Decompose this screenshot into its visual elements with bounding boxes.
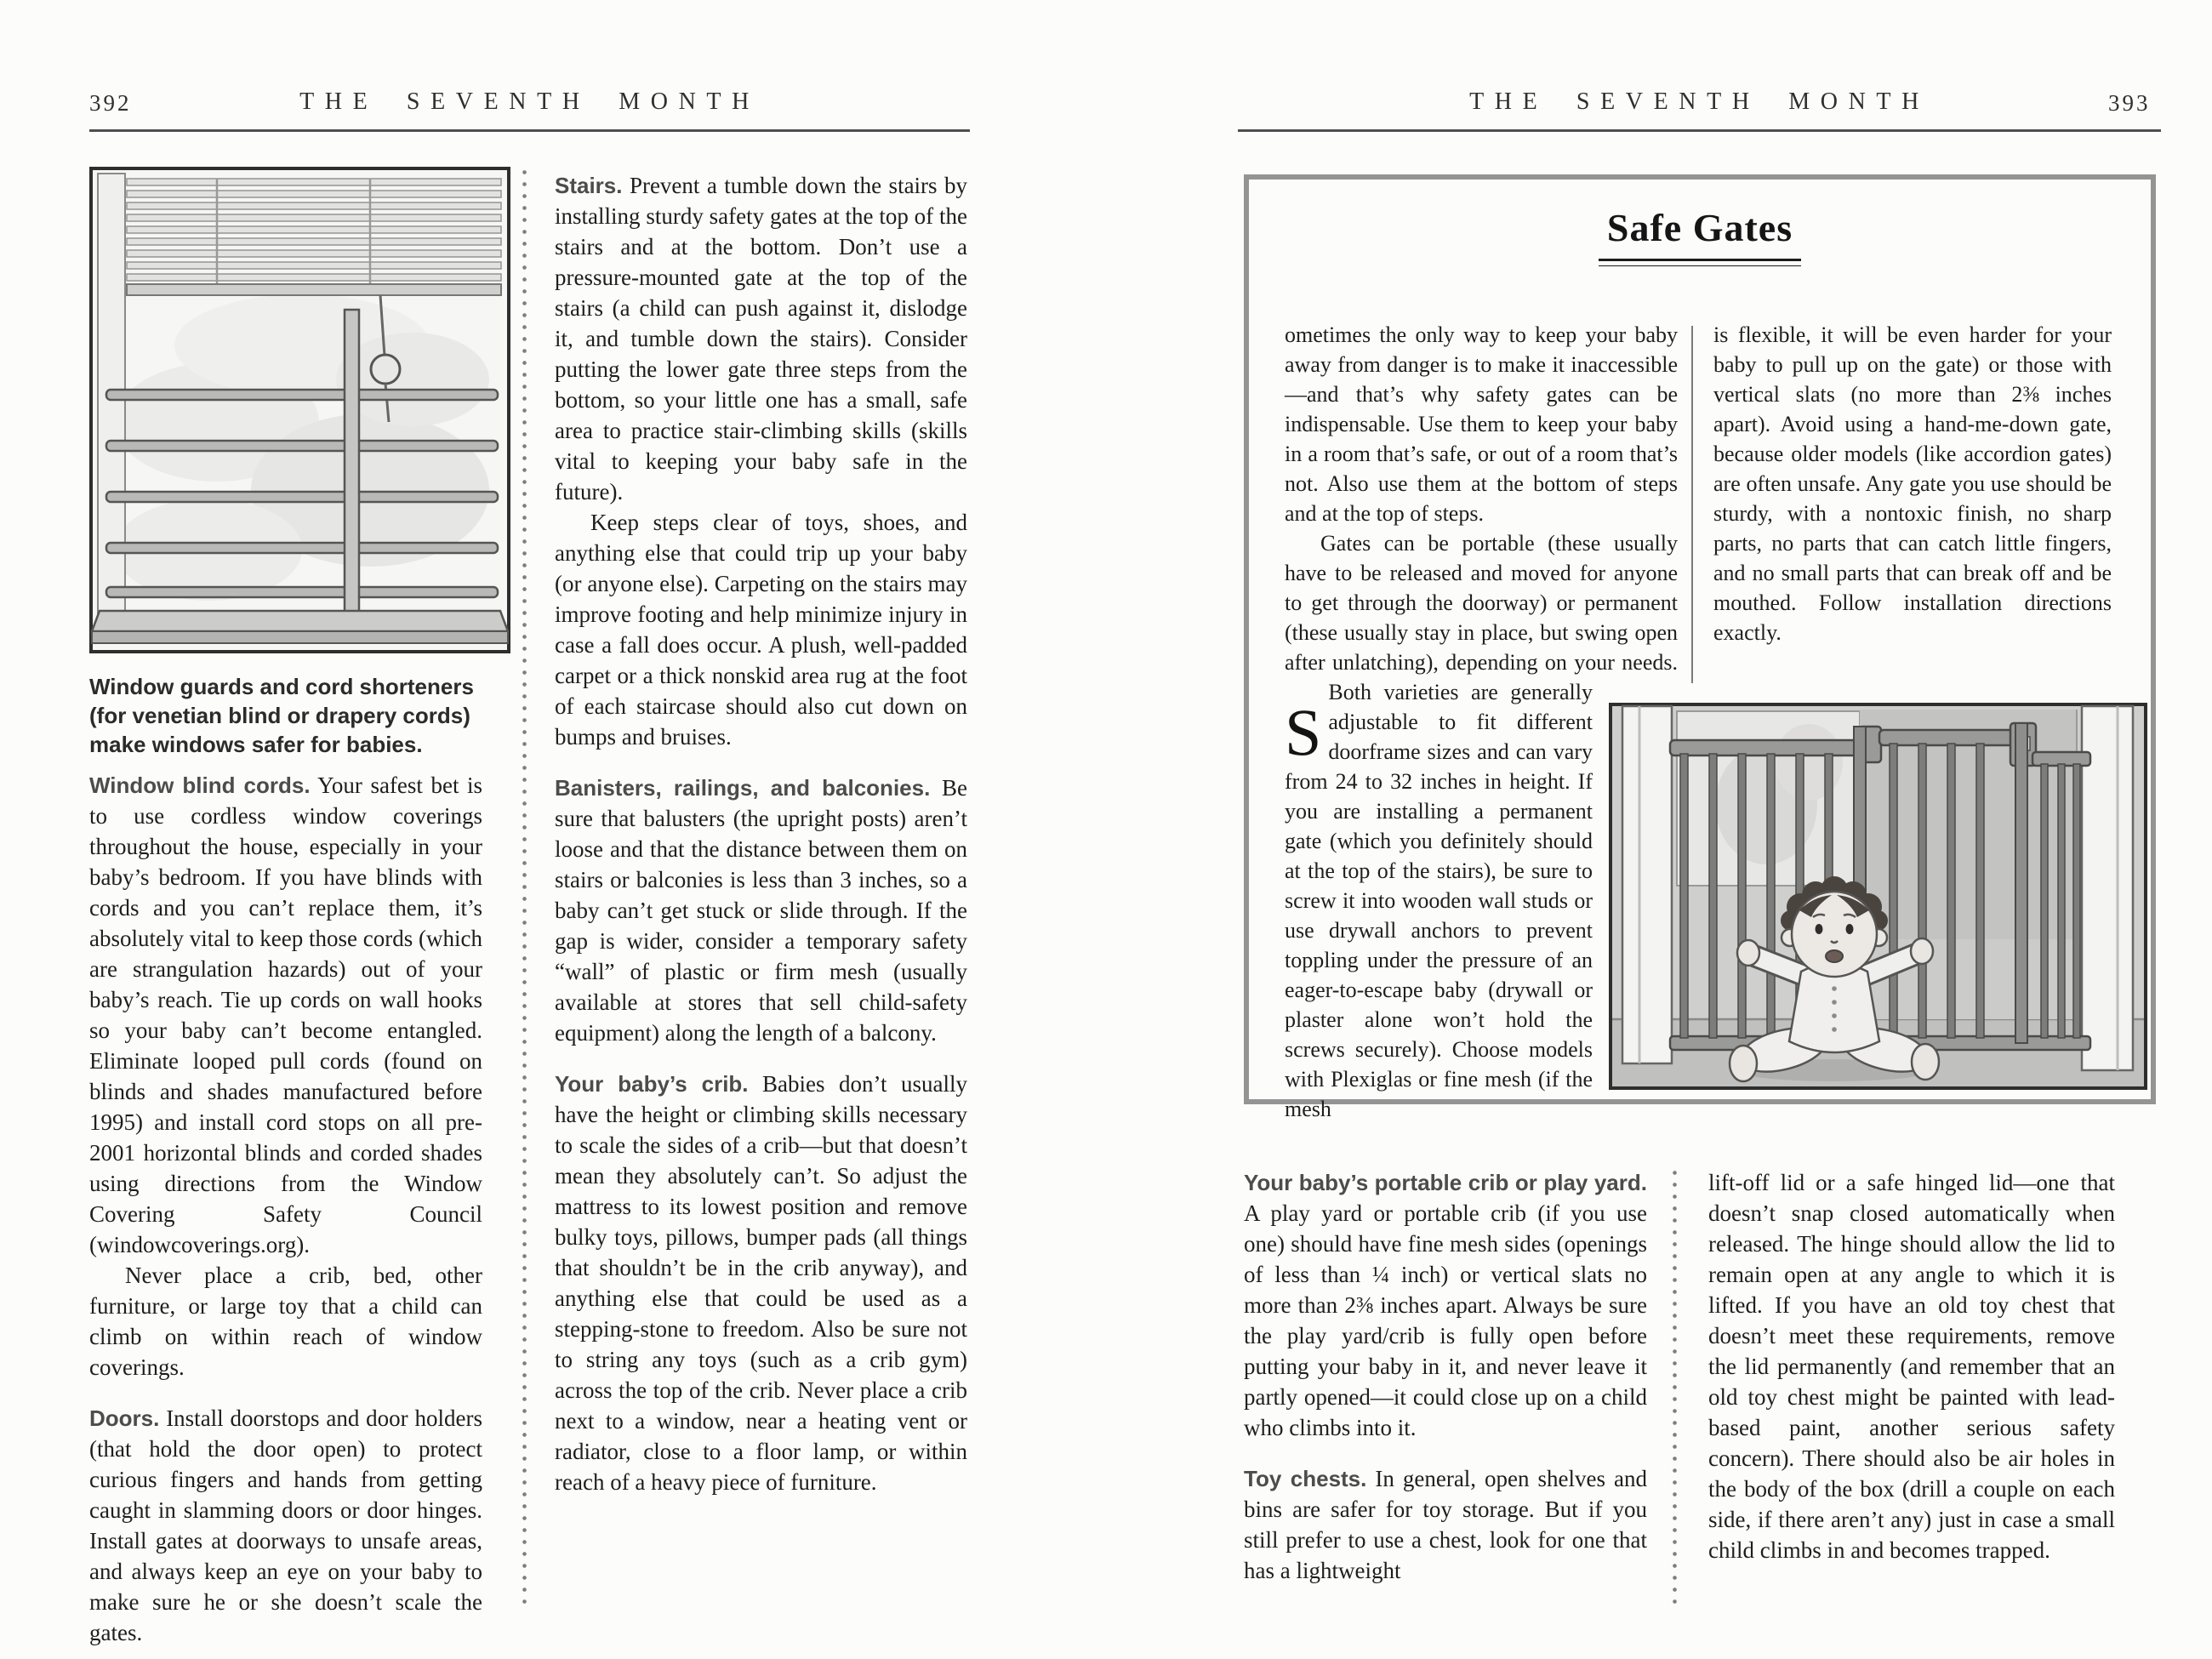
box-title: Safe Gates xyxy=(1606,206,1793,249)
header-rule-right xyxy=(1238,129,2161,132)
section-paragraph: Never place a crib, bed, other furniture, or large toy that a child can climb on within reach of window coverings. xyxy=(89,1263,482,1380)
window-guard-illustration xyxy=(89,167,510,653)
box-column-2 xyxy=(1713,320,2112,647)
box-title-rule xyxy=(1599,259,1801,266)
page-number-left: 392 xyxy=(89,90,132,116)
left-page-column-1 xyxy=(89,770,482,1648)
illustration-caption: Window guards and cord shorteners (for venetian blind or drapery cords) make windows safer for babies. xyxy=(89,674,474,757)
continuation-paragraph: lift-off lid or a safe hinged lid—one that doesn’t snap closed automatically when released. The hinge should allow the lid to remain open at any angle to which it is lifted. If you have an old toy chest that doesn’t meet these requirements, remove the lid permanently (and remember that an old toy chest might be painted with lead-based paint, another serious safety concern). There should also be air holes in the body of the box (drill a couple on each side, if there aren’t any) just in case a small child climbs in and becomes trapped. xyxy=(1708,1170,2115,1563)
section-babys-crib xyxy=(555,1069,967,1497)
box-paragraph: is flexible, it will be even harder for your baby to pull up on the gate) or those with vertical slats (no more than 2⅜ inches apart). Avoid using a hand-me-down gate, because older models (like accordion gates) are often unsafe. Any gate you use should be sturdy, with a nontoxic finish, no sharp parts, no parts that can catch little fingers, and no small parts that can break off and be mouthed. Follow installation directions exactly. xyxy=(1713,322,2112,645)
section-toy-chests xyxy=(1244,1463,1647,1586)
safe-gates-box xyxy=(1244,174,2156,1121)
right-page-column-2 xyxy=(1708,1167,2115,1565)
window-blinds-and-guard-drawing xyxy=(89,167,510,653)
safety-gate-illustration xyxy=(1609,703,2147,1090)
section-stairs xyxy=(555,170,967,752)
section-portable-crib xyxy=(1244,1167,1647,1443)
section-text: Babies don’t usually have the height or climbing skills necessary to scale the sides of a crib—but that doesn’t mean they absolutely can’t. So adjust the mattress to its lowest position and remove bulky toys, pillows, bumper pads (all things that shouldn’t be in the crib anyway), and anything else that could be used as a stepping-stone to freedom. Also be sure not to string any toys (such as a crib gym) across the top of the crib. Never place a crib next to a window, near a heating vent or radiator, close to a floor lamp, or within reach of a heavy piece of furniture. xyxy=(555,1071,968,1495)
baby-at-safety-gate-drawing xyxy=(1609,703,2147,1090)
section-lead: Banisters, railings, and balconies. xyxy=(555,775,931,801)
section-text: Install doorstops and door holders (that hold the door open) to protect curious fingers and hands from getting caught in slamming doors or door hinges. Install gates at doorways to unsafe areas, and always keep an eye on your baby to make sure he or she doesn’t scale the gates. xyxy=(89,1405,483,1645)
running-head-left: THE SEVENTH MONTH xyxy=(299,88,760,115)
section-lead: Toy chests. xyxy=(1244,1466,1367,1491)
section-window-blind-cords xyxy=(89,770,482,1382)
section-banisters xyxy=(555,772,967,1048)
section-text: Prevent a tumble down the stairs by installing sturdy safety gates at the top of the stairs and at the bottom. Don’t use a pressure-mounted gate at the top of the stairs (a child can push against it, dislodge it, and tumble down the stairs). Consider putting the lower gate three steps from the bottom, so your little one has a small, safe area to practice stair-climbing skills (skills vital to keeping your baby safe in the future). xyxy=(555,173,967,505)
section-lead: Your baby’s portable crib or play yard. xyxy=(1244,1170,1647,1195)
box-paragraph: ometimes the only way to keep your baby away from danger is to make it inaccessible—and that’s why safety gates can be indispensable. Use them to keep your baby in a room that’s safe, or out of a room that’s not. Also use them at the bottom of steps and at the top of steps. xyxy=(1285,322,1678,526)
section-lead: Your baby’s crib. xyxy=(555,1071,749,1097)
column-divider-right-page xyxy=(1673,1171,1677,1610)
section-doors xyxy=(89,1403,482,1648)
left-page-column-2 xyxy=(555,170,967,1497)
column-divider-left-page xyxy=(522,170,527,1610)
page-number-right: 393 xyxy=(2108,90,2151,116)
section-lead: Stairs. xyxy=(555,173,623,198)
drop-cap: S xyxy=(1285,695,1322,769)
box-paragraph: Gates can be portable (these usually have to be released and moved for anyone to get through the doorway) or permanent (these usually stay in place, but swing open after unlatching), depending on your needs. Both varieties are generally adjustable to fit different doorframe sizes and can vary from 24 to 32 inches in height. If you are installing a permanent gate (which you definitely should at the top of the stairs), be sure to screw it into wooden wall studs or use drywall anchors to prevent toppling under the pressure of an eager-to-escape baby (drywall or plaster alone won’t hold the screws securely). Choose models with Plexiglas or fine mesh (if the mesh xyxy=(1285,531,1678,1121)
section-lead: Window blind cords. xyxy=(89,772,311,798)
header-rule-left xyxy=(89,129,970,132)
right-page-column-1 xyxy=(1244,1167,1647,1586)
section-text: Be sure that balusters (the upright posts) aren’t loose and that the distance between them on stairs or balconies is less than 3 inches, so a baby can’t get stuck or slide through. If the gap is wider, consider a temporary safety “wall” of plastic or firm mesh (usually available at stores that sell child-safety equipment) along the length of a balcony. xyxy=(555,775,968,1046)
section-text: A play yard or portable crib (if you use one) should have fine mesh sides (openings of less than ¼ inch) or vertical slats no more than 2⅜ inches apart. Always be sure the play yard/crib is fully open before putting your baby in it, and never leave it partly opened—it could close up on a child who climbs into it. xyxy=(1244,1200,1647,1440)
box-column-divider xyxy=(1691,326,1693,683)
section-lead: Doors. xyxy=(89,1405,160,1431)
section-text: In general, open shelves and bins are safer for toy storage. But if you still prefer to use a chest, look for one that has a lightweight xyxy=(1244,1466,1648,1583)
section-text: Your safest bet is to use cordless window coverings throughout the house, especially in your baby’s bedroom. If you have blinds with cords and you can’t replace them, it’s absolutely vital to keep those cords (which are strangulation hazards) out of your baby’s reach. Tie up cords on wall hooks so your baby can’t become entangled. Eliminate looped pull cords (found on blinds and shades manufactured before 1995) and install cord stops on all pre-2001 horizontal blinds and corded shades using directions from the Window Covering Safety Council (windowcoverings.org). xyxy=(89,772,482,1257)
section-paragraph: Keep steps clear of toys, shoes, and anything else that could trip up your baby (or anyone else). Carpeting on the stairs may improve footing and help minimize injury in case a fall does occur. A plush, well-padded carpet or a thick nonskid area rug at the foot of each staircase should also cut down on bumps and bruises. xyxy=(555,510,967,750)
running-head-right: THE SEVENTH MONTH xyxy=(1469,88,1930,115)
